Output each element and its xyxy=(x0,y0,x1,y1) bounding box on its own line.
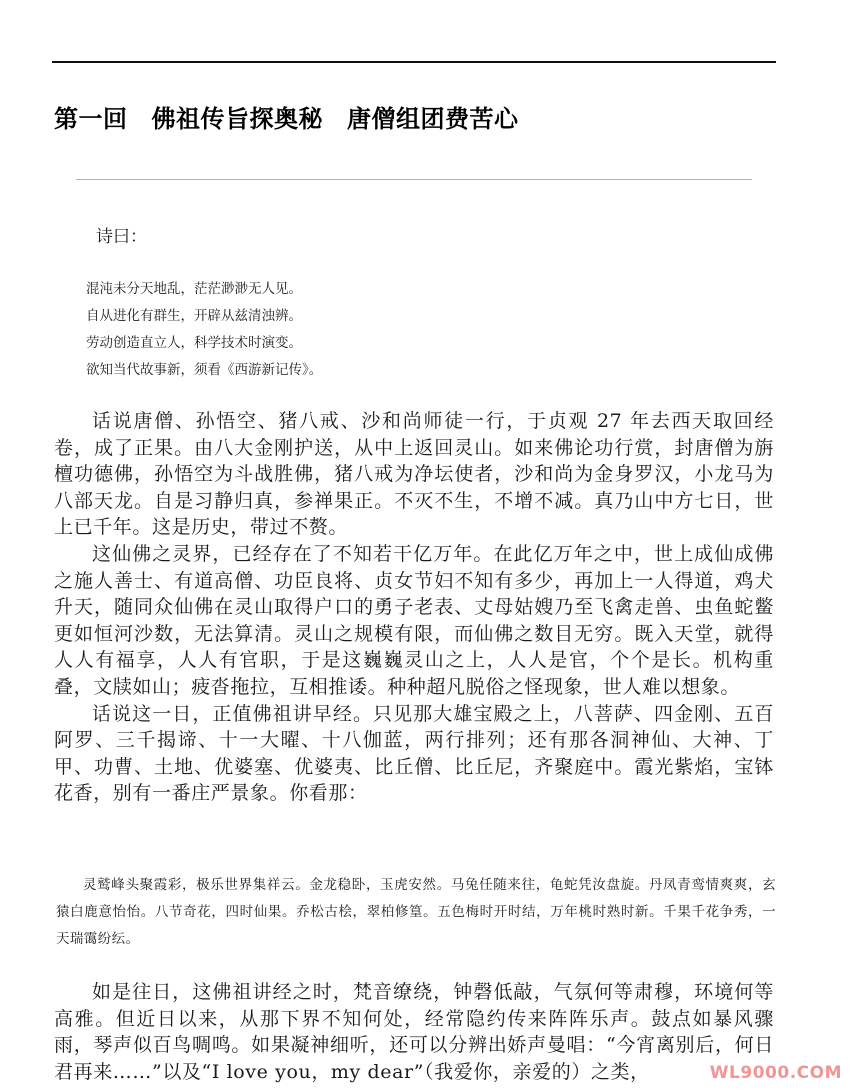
poem-line: 劳动创造直立人，科学技术时演变。 xyxy=(86,335,302,351)
paragraph: 这仙佛之灵界，已经存在了不知若干亿万年。在此亿万年之中，世上成仙成佛之施人善士、有道高僧、功臣良将、贞女节妇不知有多少，再加上一人得道，鸡犬升天，随同众仙佛在灵山取得户口的勇子老表、丈母姑嫂乃至飞禽走兽、虫鱼蛇鳖更如恒河沙数，无法算清。灵山之规模有限，而仙佛之数目无穷。既入天堂，就得人人有福享，人人有官职，于是这巍巍灵山之上，人人是官，个个是长。机构重叠，文牍如山；疲沓拖拉，互相推诿。种种超凡脱俗之怪现象，世人难以想象。 xyxy=(54,542,774,698)
chapter-number: 第一回 xyxy=(54,105,128,133)
watermark: WL9000.COM xyxy=(709,1063,842,1083)
poem-intro: 诗曰： xyxy=(96,227,147,247)
poem-line: 自从进化有群生，开辟从兹清浊辨。 xyxy=(86,308,302,324)
chapter-title-right: 唐僧组团费苦心 xyxy=(347,105,519,133)
title-rule xyxy=(76,179,752,180)
verse-block xyxy=(56,872,776,953)
top-rule xyxy=(52,61,776,63)
body-text-continued xyxy=(54,979,774,1085)
chapter-title xyxy=(54,102,519,136)
paragraph: 话说这一日，正值佛祖讲早经。只见那大雄宝殿之上，八菩萨、四金刚、五百阿罗、三千揭谛、十一大曜、十八伽蓝，两行排列；还有那各洞神仙、大神、丁甲、功曹、土地、优婆塞、优婆夷、比丘僧、比丘尼，齐聚庭中。霞光紫焰，宝钵花香，别有一番庄严景象。你看那： xyxy=(54,702,774,805)
poem-line: 欲知当代故事新，须看《西游新记传》。 xyxy=(86,362,323,378)
chapter-title-left: 佛祖传旨探奥秘 xyxy=(151,105,323,133)
body-text xyxy=(54,408,774,807)
paragraph: 如是往日，这佛祖讲经之时，梵音缭绕，钟磬低敲，气氛何等肃穆，环境何等高雅。但近日以来，从那下界不知何处，经常隐约传来阵阵乐声。鼓点如暴风骤雨，琴声似百鸟啁鸣。如果凝神细听，还可以分辨出娇声曼唱：“今宵离别后，何日君再来……”以及“I love you，my dear”（我爱你，亲爱的）之类， xyxy=(54,981,774,1083)
poem-line: 混沌未分天地乱，茫茫渺渺无人见。 xyxy=(86,281,302,297)
paragraph: 话说唐僧、孙悟空、猪八戒、沙和尚师徒一行，于贞观 27 年去西天取回经卷，成了正果。由八大金刚护送，从中上返回灵山。如来佛论功行赏，封唐僧为旃檀功德佛，孙悟空为斗战胜佛，猪八戒为净坛使者，沙和尚为金身罗汉，小龙马为八部天龙。自是习静归真，参禅果正。不灭不生，不增不减。真乃山中方七日，世上已千年。这是历史，带过不赘。 xyxy=(54,410,774,539)
verse-text: 灵鹫峰头聚霞彩，极乐世界集祥云。金龙稳卧，玉虎安然。马兔任随来往，龟蛇凭汝盘旋。丹凤青鸾情爽爽，玄猿白鹿意怡怡。八节奇花，四时仙果。乔松古桧，翠柏修篁。五色梅时开时结，万年桃时熟时新。千果千花争秀，一天瑞霭纷纭。 xyxy=(56,877,776,947)
poem xyxy=(86,276,322,384)
